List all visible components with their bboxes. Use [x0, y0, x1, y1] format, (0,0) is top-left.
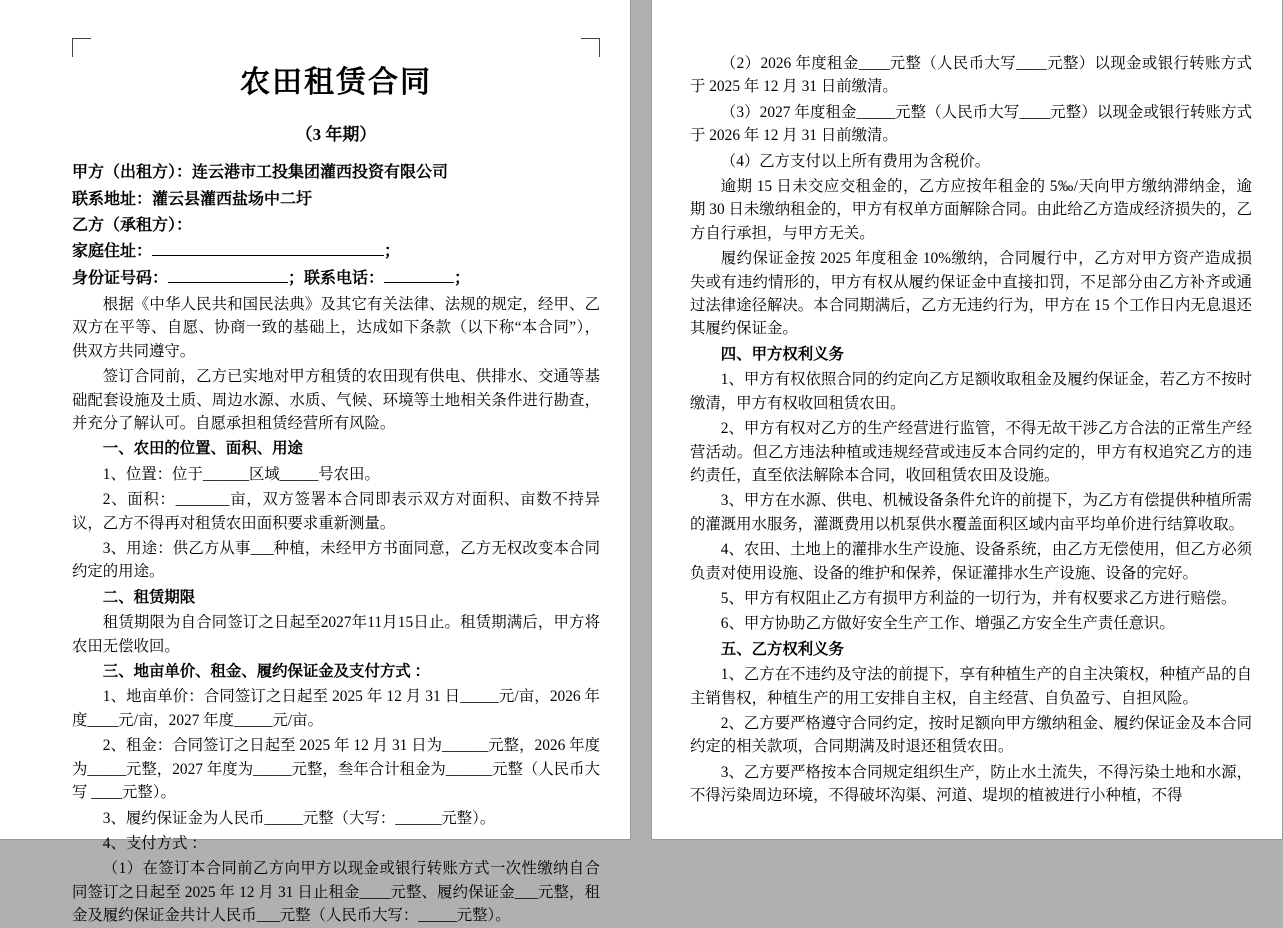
section-5-item-3: 3、乙方要严格按本合同规定组织生产，防止水土流失，不得污染土地和水源，不得污染周边环境，不得破坏沟渠、河道、堤坝的植被进行小种植，不得: [690, 763, 1252, 805]
section-5-item-2: 2、乙方要严格遵守合同约定，按时足额向甲方缴纳租金、履约保证金及本合同约定的相关款项，合同期满及时退还租赁农田。: [690, 714, 1252, 756]
section-5-item-1: 1、乙方在不违约及守法的前提下，享有种植生产的自主决策权，种植产品的自主销售权，种植生产的用工安排自主权，自主经营、自负盈亏、自担风险。: [690, 666, 1252, 707]
section-4-item-3: 3、甲方在水源、供电、机械设备条件允许的前提下，为乙方有偿提供种植所需的灌溉用水服务，灌溉费用以机泵供水覆盖面积区域内亩平均单价进行结算收取。: [690, 492, 1252, 533]
section-3-extra-2: 履约保证金按 2025 年度租金 10%缴纳，合同履行中，乙方对甲方资产造成损失或有违约情形的，甲方有权从履约保证金中直接扣罚，不足部分由乙方补齐或通过法律途径解决。本合同期满后，乙方无违约行为，甲方在 15 个工作日内无息退还其履约保证金。: [690, 250, 1252, 338]
page-left: [0, 0, 630, 925]
section-4-item-4: 4、农田、土地上的灌排水生产设施、设备系统，由乙方无偿使用，但乙方必须负责对使用设施、设备的维护和保养，保证灌排水生产设施、设备的完好。: [690, 541, 1252, 582]
section-4-item-6: 6、甲方协助乙方做好安全生产工作、增强乙方安全生产责任意识。: [720, 615, 1175, 633]
party-a-value: 连云港市工投集团灌西投资有限公司: [192, 164, 449, 182]
section-3-payment-1: （1）在签订本合同前乙方向甲方以现金或银行转账方式一次性缴纳自合同签订之日起至 2025 年 12 月 31 日止租金____元整、履约保证金___元整，租金及履约保证金共计人民币___元整（人民币大写：_____元整）。: [72, 860, 600, 925]
section-4-item-1: 1、甲方有权依照合同的约定向乙方足额收取租金及履约保证金，若乙方不按时缴清，甲方有权收回租赁农田。: [690, 371, 1252, 412]
section-1-item-2: 2、面积：_______亩，双方签署本合同即表示双方对面积、亩数不持异议，乙方不得再对租赁农田面积要求重新测量。: [72, 491, 600, 532]
home-address-label: 家庭住址：: [72, 243, 153, 261]
document-subtitle: （3 年期）: [295, 124, 377, 144]
section-3-item-4: 4、支付方式 ：: [102, 834, 207, 852]
page-right: [652, 0, 1282, 839]
address-value: 灌云县灌西盐场中二圩: [152, 190, 313, 208]
preamble-2: 签订合同前，乙方已实地对甲方租赁的农田现有供电、供排水、交通等基础配套设施及土质、周边水源、水质、气候、环境等土地相关条件进行勘查，并充分了解认可。自愿承担租赁经营所有风险。: [72, 368, 600, 433]
section-4-item-5: 5、甲方有权阻止乙方有损甲方利益的一切行为，并有权要求乙方进行赔偿。: [720, 589, 1237, 607]
section-3-item-2: 2、租金：合同签订之日起至 2025 年 12 月 31 日为______元整，2026 年度为_____元整，2027 年度为_____元整，叁年合计租金为______元整（人民币大写 ____元整）。: [72, 737, 600, 802]
section-3-extra-1: 逾期 15 日未交应交租金的，乙方应按年租金的 5‰/天向甲方缴纳滞纳金，逾期 30 日未缴纳租金的，甲方有权单方面解除合同。由此给乙方造成经济损失的，乙方自行承担，与甲方无关。: [690, 178, 1252, 242]
section-3-item-3: 3、履约保证金为人民币_____元整（大写：______元整）。: [102, 809, 496, 827]
id-label: 身份证号码：: [72, 269, 169, 287]
section-3-heading: 三、地亩单价、租金、履约保证金及支付方式 ：: [102, 663, 430, 681]
address-label: 联系地址：: [72, 190, 153, 208]
party-b-line: [72, 214, 600, 238]
section-2-body: 租赁期限为自合同签订之日起至2027年11月15日止。租赁期满后，甲方将农田无偿收回。: [72, 614, 600, 655]
party-a-line: [72, 161, 600, 185]
preamble-1: 根据《中华人民共和国民法典》及其它有关法律、法规的规定，经甲、乙双方在平等、自愿、协商一致的基础上，达成如下条款（以下称“本合同”），供双方共同遵守。: [72, 295, 600, 360]
phone-blank[interactable]: [384, 282, 454, 283]
section-4-item-2: 2、甲方有权对乙方的生产经营进行监管，不得无故干涉乙方合法的正常生产经营活动。但乙方违法种植或违规经营或违反本合同约定的，甲方有权追究乙方的违约责任，直至依法解除本合同，收回租赁农田及设施。: [690, 420, 1252, 484]
section-4-heading: 四、甲方权利义务: [720, 345, 844, 363]
party-b-label: 乙方（承租方）：: [72, 217, 193, 235]
party-a-address-line: [72, 188, 600, 212]
section-1-item-3: 3、用途：供乙方从事___种植，未经甲方书面同意，乙方无权改变本合同约定的用途。: [72, 540, 600, 581]
section-1-item-1: 1、位置：位于______区域_____号农田。: [102, 465, 380, 483]
party-a-label: 甲方（出租方）：: [72, 164, 193, 182]
home-address-blank[interactable]: [152, 255, 384, 256]
section-1-heading: 一、农田的位置、面积、用途: [102, 440, 303, 458]
section-2-heading: 二、租赁期限: [102, 588, 196, 606]
page-title: 农田租赁合同: [240, 66, 432, 99]
page-left-content: [72, 52, 600, 925]
page-right-content: [690, 52, 1252, 833]
section-3-payment-4: （4）乙方支付以上所有费用为含税价。: [720, 152, 991, 170]
id-blank[interactable]: [168, 282, 288, 283]
home-address-line: 家庭住址： ；: [72, 243, 401, 261]
id-phone-line: 身份证号码： ；联系电话： ；: [72, 269, 471, 287]
section-3-item-1: 1、地亩单价：合同签订之日起至 2025 年 12 月 31 日_____元/亩，2026 年度____元/亩，2027 年度_____元/亩。: [72, 688, 600, 729]
section-3-payment-2: （2）2026 年度租金____元整（人民币大写____元整）以现金或银行转账方式于 2025 年 12 月 31 日前缴清。: [690, 55, 1252, 96]
section-3-payment-3: （3）2027 年度租金_____元整（人民币大写____元整）以现金或银行转账方式于 2026 年 12 月 31 日前缴清。: [690, 103, 1252, 145]
section-5-heading: 五、乙方权利义务: [720, 640, 844, 658]
phone-label: 联系电话：: [304, 269, 385, 287]
